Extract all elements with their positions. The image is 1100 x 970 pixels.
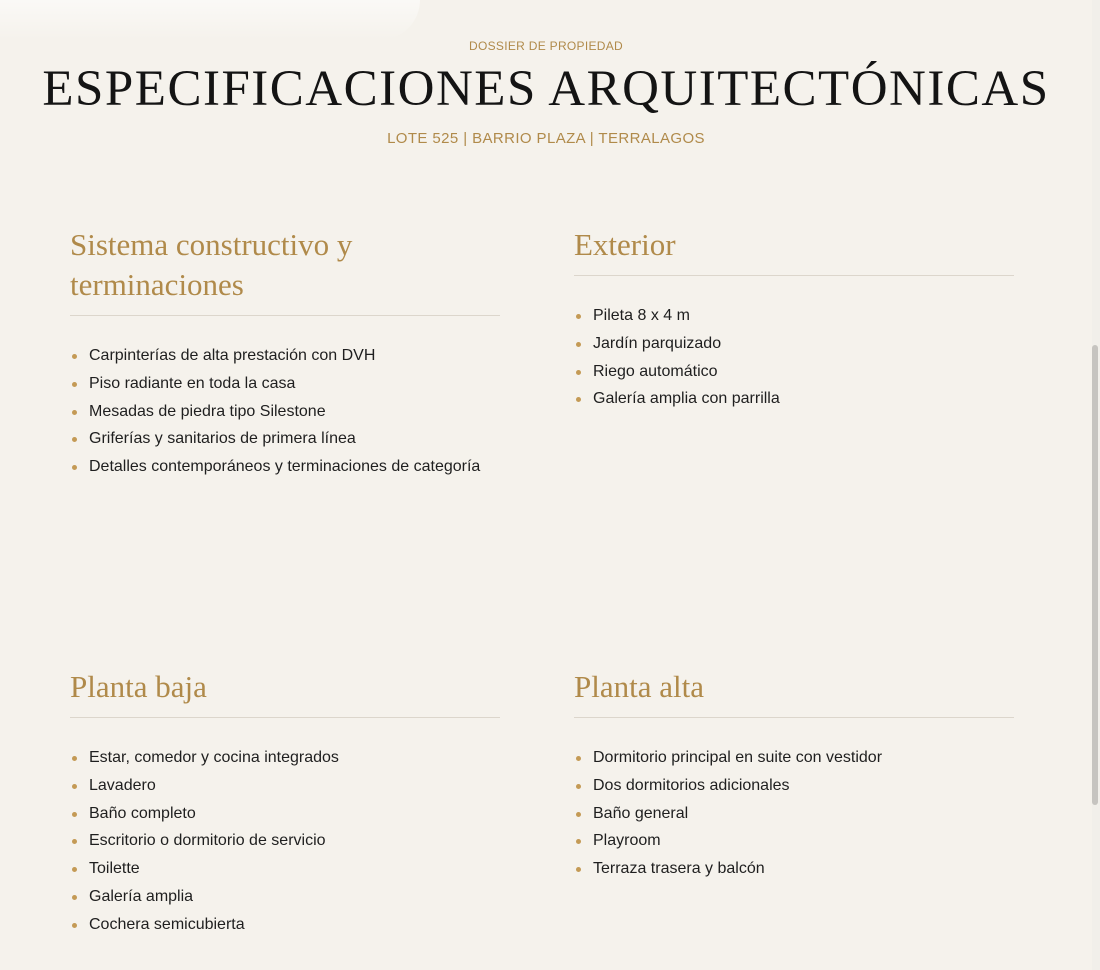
feature-list: [574, 744, 1014, 883]
list-item: Dos dormitorios adicionales: [574, 772, 1014, 800]
section-planta-alta: [574, 667, 1014, 883]
bullet-icon: [576, 784, 581, 789]
list-item: Galería amplia con parrilla: [574, 385, 1014, 413]
section-exterior: [574, 225, 1014, 413]
page-title: ESPECIFICACIONES ARQUITECTÓNICAS: [42, 61, 1050, 117]
bullet-icon: [576, 342, 581, 347]
bullet-icon: [576, 812, 581, 817]
bullet-icon: [72, 923, 77, 928]
list-item: Carpinterías de alta prestación con DVH: [70, 342, 500, 370]
scrollbar-thumb[interactable]: [1092, 345, 1098, 805]
bullet-icon: [576, 839, 581, 844]
list-item: Pileta 8 x 4 m: [574, 302, 1014, 330]
list-item: Terraza trasera y balcón: [574, 855, 1014, 883]
bullet-icon: [72, 812, 77, 817]
bullet-icon: [576, 314, 581, 319]
list-item: Galería amplia: [70, 883, 500, 911]
list-item: Toilette: [70, 855, 500, 883]
list-item: Riego automático: [574, 358, 1014, 386]
top-highlight: [0, 0, 420, 40]
list-item: Baño general: [574, 800, 1014, 828]
list-item: Piso radiante en toda la casa: [70, 370, 500, 398]
list-item: Mesadas de piedra tipo Silestone: [70, 398, 500, 426]
bullet-icon: [72, 839, 77, 844]
list-item: Cochera semicubierta: [70, 911, 500, 939]
feature-list: [70, 342, 500, 481]
page-subtitle: LOTE 525 | BARRIO PLAZA | TERRALAGOS: [387, 130, 705, 147]
list-item: Playroom: [574, 827, 1014, 855]
bullet-icon: [72, 410, 77, 415]
section-title: Exterior: [574, 225, 1014, 276]
list-item: Griferías y sanitarios de primera línea: [70, 425, 500, 453]
bullet-icon: [72, 895, 77, 900]
section-sistema-constructivo: [70, 225, 500, 481]
feature-list: [70, 744, 500, 939]
feature-list: [574, 302, 1014, 413]
section-planta-baja: [70, 667, 500, 939]
section-title: Planta alta: [574, 667, 1014, 718]
bullet-icon: [576, 756, 581, 761]
bullet-icon: [576, 370, 581, 375]
section-title: Sistema constructivo y terminaciones: [70, 225, 500, 316]
bullet-icon: [72, 437, 77, 442]
list-item: Lavadero: [70, 772, 500, 800]
bullet-icon: [576, 397, 581, 402]
list-item: Baño completo: [70, 800, 500, 828]
bullet-icon: [72, 867, 77, 872]
eyebrow-label: DOSSIER DE PROPIEDAD: [468, 39, 624, 53]
bullet-icon: [72, 465, 77, 470]
bullet-icon: [72, 784, 77, 789]
bullet-icon: [72, 756, 77, 761]
section-title: Planta baja: [70, 667, 500, 718]
list-item: Detalles contemporáneos y terminaciones de categoría: [70, 453, 500, 481]
list-item: Dormitorio principal en suite con vestidor: [574, 744, 1014, 772]
bullet-icon: [72, 354, 77, 359]
bullet-icon: [72, 382, 77, 387]
vertical-scrollbar[interactable]: [1092, 0, 1100, 970]
list-item: Escritorio o dormitorio de servicio: [70, 827, 500, 855]
list-item: Jardín parquizado: [574, 330, 1014, 358]
list-item: Estar, comedor y cocina integrados: [70, 744, 500, 772]
bullet-icon: [576, 867, 581, 872]
